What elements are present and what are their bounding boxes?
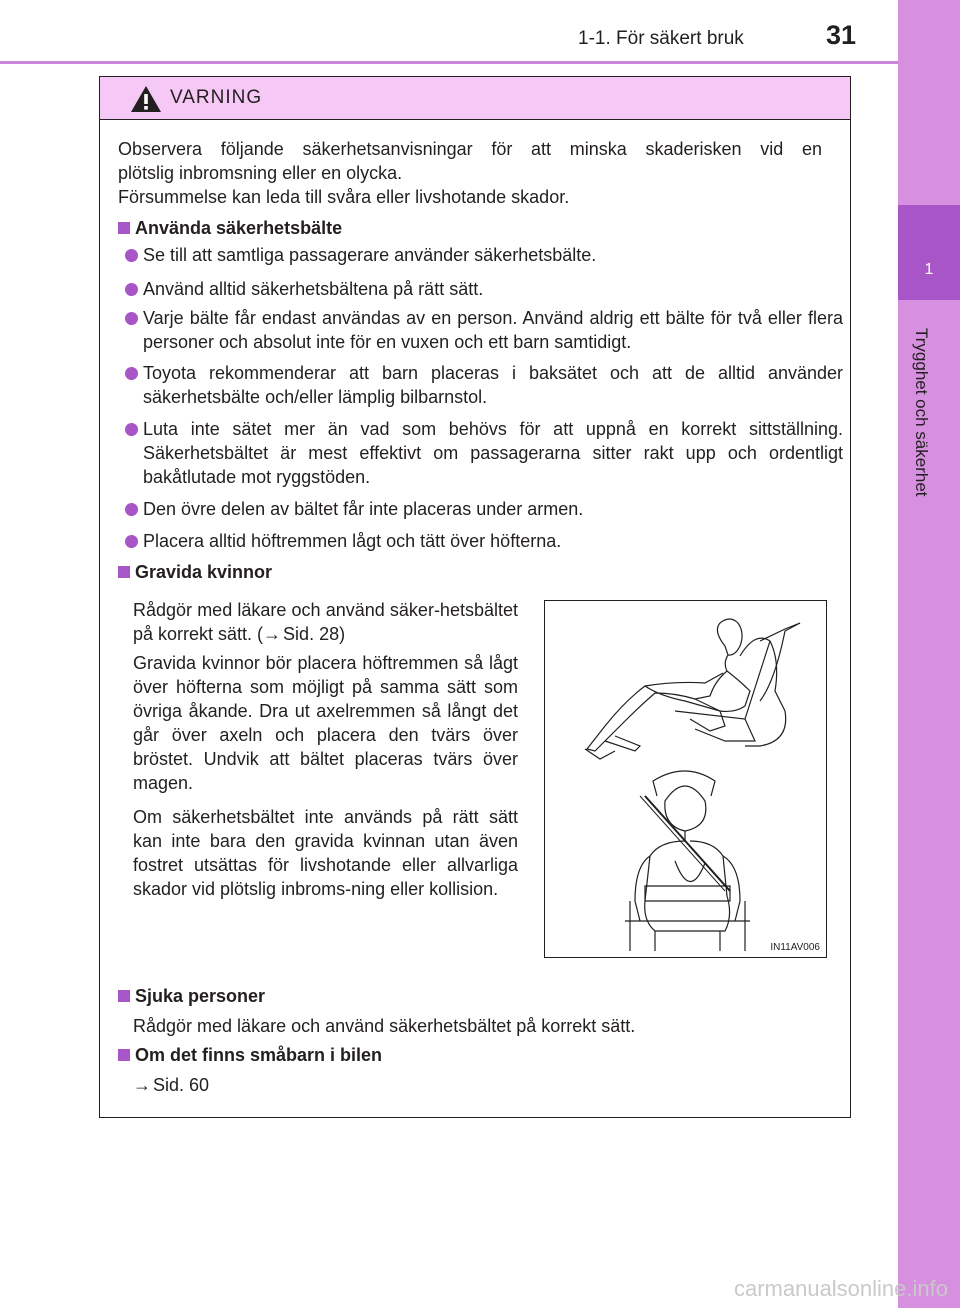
chapter-number: 1 <box>924 261 934 278</box>
section-title-sick: Sjuka personer <box>135 986 266 1006</box>
intro-line-2: plötslig inbromsning eller en olycka. <box>118 163 403 183</box>
sick-text: Rådgör med läkare och använd säkerhetsbältet på korrekt sätt. <box>133 1016 636 1036</box>
chapter-title: Trygghet och säkerhet <box>912 328 931 497</box>
section-title-seatbelt: Använda säkerhetsbälte <box>135 218 343 238</box>
arrow-right-icon: → <box>263 624 282 644</box>
header-rule <box>0 61 898 64</box>
warning-header <box>100 77 850 120</box>
bullet-icon <box>125 367 138 380</box>
children-reference <box>133 1073 533 1097</box>
figure-code: IN11AV006 <box>770 942 820 953</box>
bullet-icon <box>125 535 138 548</box>
pregnant-seated-illustration <box>545 601 826 957</box>
page-reference-link[interactable]: Sid. 28) <box>283 624 346 644</box>
pregnant-paragraph-2: Gravida kvinnor bör placera höftremmen så lågt över höfterna som möjligt på samma sätt som övriga åkande. Dra ut axelremmen så långt det går över axeln och placera den tvärs över bröstet. Undvik att bältet placeras tvärs över magen. <box>133 653 518 793</box>
bullet-text: Toyota rekommenderar att barn placeras i baksätet och att de alltid använder säkerhetsbälte och/eller lämplig bilbarnstol. <box>143 363 843 407</box>
arrow-right-icon: → <box>133 1075 151 1095</box>
intro-text <box>118 137 822 209</box>
bullet-text: Använd alltid säkerhetsbältena på rätt sätt. <box>143 279 484 299</box>
section-title-pregnant: Gravida kvinnor <box>135 562 273 582</box>
section-marker-icon <box>118 566 130 578</box>
warning-title: VARNING <box>170 87 263 108</box>
intro-line-3: Försummelse kan leda till svåra eller livshotande skador. <box>118 187 570 207</box>
section-marker-icon <box>118 990 130 1002</box>
intro-line-1: Observera följande säkerhetsanvisningar för att minska skaderisken vid en <box>118 139 822 159</box>
bullet-icon <box>125 312 138 325</box>
bullet-text: Den övre delen av bältet får inte placeras under armen. <box>143 499 584 519</box>
bullet-icon <box>125 423 138 436</box>
bullet-text: Placera alltid höftremmen lågt och tätt över höfterna. <box>143 531 562 551</box>
chapter-number-tab[interactable] <box>898 205 960 300</box>
bullet-icon <box>125 249 138 262</box>
bullet-text: Luta inte sätet mer än vad som behövs för att uppnå en korrekt sittställning. Säkerhetsbältet är mest effektivt om passagerarna sitter rakt upp och ordentligt bakåtlutade mot ryggstöden. <box>143 419 843 487</box>
pregnant-paragraph-3: Om säkerhetsbältet inte används på rätt sätt kan inte bara den gravida kvinnan utan även fostret utsättas för livshotande eller allvarliga skador vid plötslig inbroms-ning eller kollision. <box>133 807 518 899</box>
bullet-text: Varje bälte får endast användas av en person. Använd aldrig ett bälte för två eller flera personer och absolut inte för en vuxen och ett barn samtidigt. <box>143 308 843 352</box>
page-number: 31 <box>826 20 857 50</box>
section-marker-icon <box>118 1049 130 1061</box>
bullet-text: Se till att samtliga passagerare använder säkerhetsbälte. <box>143 245 597 265</box>
page-reference-link[interactable]: Sid. 60 <box>153 1075 210 1095</box>
chapter-side-tab <box>898 0 960 1308</box>
bullet-icon <box>125 283 138 296</box>
section-marker-icon <box>118 222 130 234</box>
pregnant-paragraph-1 <box>133 598 518 646</box>
warning-triangle-icon <box>130 85 162 113</box>
pregnant-text-1: Rådgör med läkare och använd säker-hetsbältet på korrekt sätt. ( <box>133 600 518 644</box>
seatbelt-illustration <box>544 600 827 958</box>
section-title-children: Om det finns småbarn i bilen <box>135 1045 383 1065</box>
bullet-icon <box>125 503 138 516</box>
watermark: carmanualsonline.info <box>733 1276 948 1301</box>
section-title: 1-1. För säkert bruk <box>578 28 744 49</box>
